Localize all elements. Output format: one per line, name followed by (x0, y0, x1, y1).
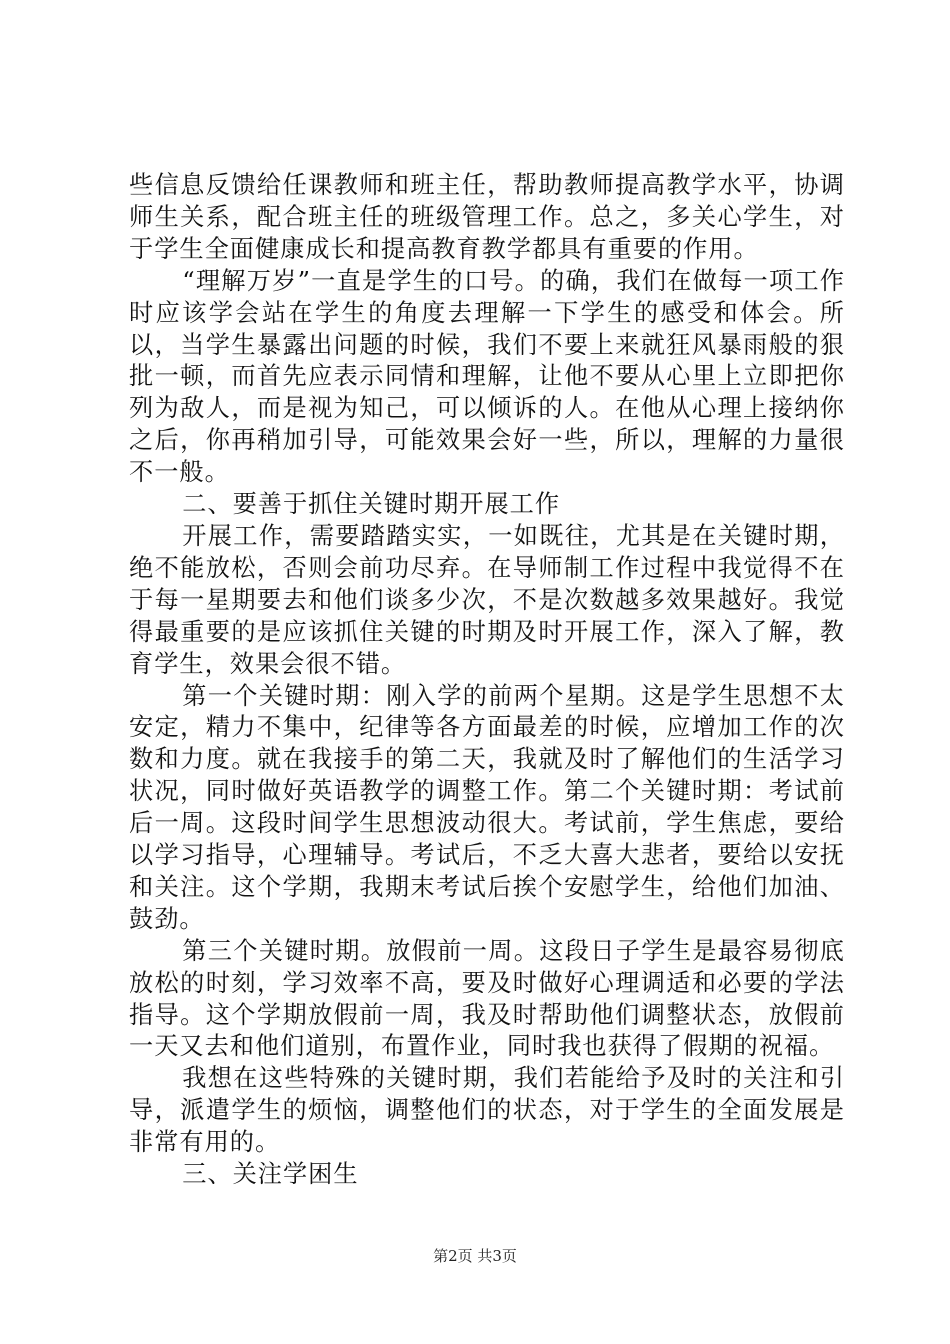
section-heading-key-periods: 二、要善于抓住关键时期开展工作 (182, 490, 561, 519)
document-body (129, 170, 845, 1191)
paragraph-first-key-period: 第一个关键时期：刚入学的前两个星期。这是学生思想不太安定，精力不集中，纪律等各方面最差的时候，应增加工作的次数和力度。就在我接手的第二天，我就及时了解他们的生活学习状况，同时做好英语教学的调整工作。第二个关键时期：考试前后一周。这段时间学生思想波动很大。考试前，学生焦虑，要给以学习指导，心理辅导。考试后，不乏大喜大悲者，要给以安抚和关注。这个学期，我期末考试后挨个安慰学生，给他们加油、鼓劲。 (129, 681, 845, 933)
paragraph-continuation: 些信息反馈给任课教师和班主任，帮助教师提高教学水平，协调师生关系，配合班主任的班级管理工作。总之，多关心学生，对于学生全面健康成长和提高教育教学都具有重要的作用。 (129, 171, 845, 263)
paragraph-carry-out-work: 开展工作，需要踏踏实实，一如既往，尤其是在关键时期，绝不能放松，否则会前功尽弃。在导师制工作过程中我觉得不在于每一星期要去和他们谈多少次，不是次数越多效果越好。我觉得最重要的是应该抓住关键的时期及时开展工作，深入了解，教育学生，效果会很不错。 (129, 521, 845, 678)
paragraph-conclusion: 我想在这些特殊的关键时期，我们若能给予及时的关注和引导，派遣学生的烦恼，调整他们的状态，对于学生的全面发展是非常有用的。 (129, 1064, 845, 1157)
paragraph-understanding: “理解万岁”一直是学生的口号。的确，我们在做每一项工作时应该学会站在学生的角度去理解一下学生的感受和体会。所以，当学生暴露出问题的时候，我们不要上来就狂风暴雨般的狠批一顿，而首先应表示同情和理解，让他不要从心里上立即把你列为敌人，而是视为知己，可以倾诉的人。在他从心理上接纳你之后，你再稍加引导，可能效果会好一些，所以，理解的力量很不一般。 (129, 266, 845, 487)
page-footer: 第2页 共3页 (433, 1247, 517, 1265)
section-heading-struggling-students: 三、关注学困生 (182, 1160, 359, 1189)
paragraph-third-key-period: 第三个关键时期。放假前一周。这段日子学生是最容易彻底放松的时刻，学习效率不高，要及时做好心理调适和必要的学法指导。这个学期放假前一周，我及时帮助他们调整状态，放假前一天又去和他们道别，布置作业，同时我也获得了假期的祝福。 (129, 936, 845, 1061)
